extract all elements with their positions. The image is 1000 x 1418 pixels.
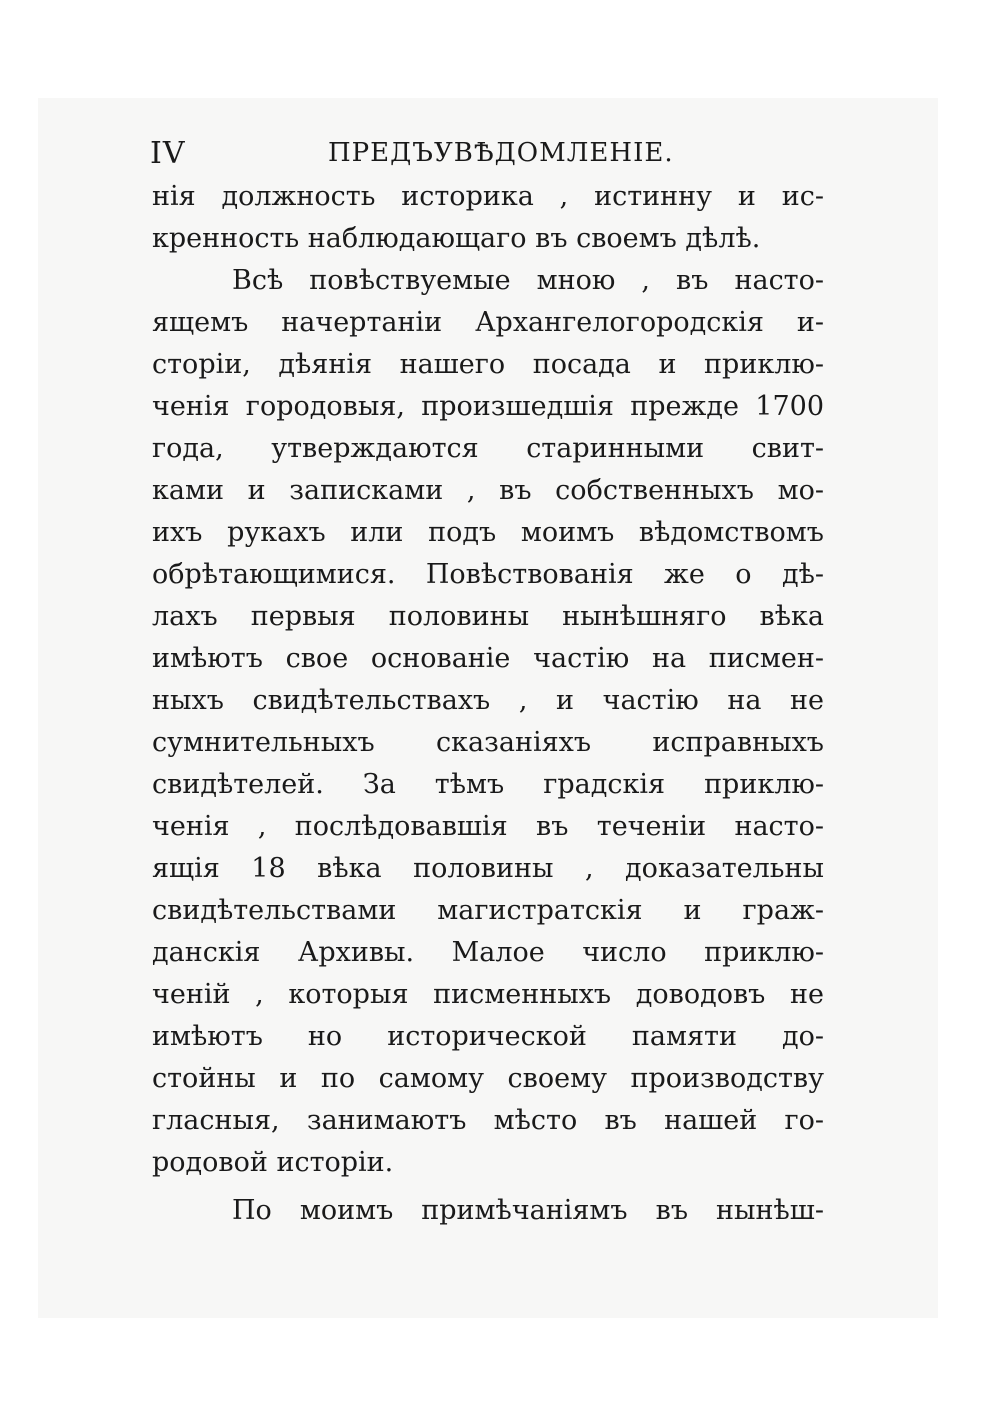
text-line: обрѣтающимися. Повѣствованія же о дѣ- [152, 559, 824, 590]
body-text [152, 176, 824, 1232]
text-line: ящемъ начертаніи Архангелогородскія и- [152, 307, 824, 338]
text-line: имѣютъ но исторической памяти до- [152, 1021, 824, 1052]
text-line: сумнительныхъ сказаніяхъ исправныхъ [152, 727, 824, 758]
text-line: ченія городовыя, произшедшія прежде 1700 [152, 391, 824, 422]
text-line: родовой исторіи. [152, 1147, 394, 1178]
text-line: ченій , которыя писменныхъ доводовъ не [152, 979, 824, 1010]
page-header [150, 136, 830, 176]
text-line: года, утверждаются старинными свит- [152, 433, 824, 464]
text-line: стойны и по самому своему производству [152, 1063, 824, 1094]
text-line: сторіи, дѣянія нашего посада и приклю- [152, 349, 824, 380]
text-line: ящія 18 вѣка половины , доказательны [152, 853, 824, 884]
text-line: ченія , послѣдовавшія въ теченіи насто- [152, 811, 824, 842]
text-line: гласныя, занимаютъ мѣсто въ нашей го- [152, 1105, 824, 1136]
text-line: ками и записками , въ собственныхъ мо- [152, 475, 824, 506]
text-line: ныхъ свидѣтельствахъ , и частію на не [152, 685, 824, 716]
text-line: ихъ рукахъ или подъ моимъ вѣдомствомъ [152, 517, 824, 548]
running-head: ПРЕДЪУВѢДОМЛЕНIЕ. [328, 138, 674, 168]
text-line: свидѣтельствами магистратскія и граж- [152, 895, 824, 926]
paragraph-start-line: По моимъ примѣчаніямъ въ нынѣш- [232, 1195, 824, 1226]
text-line: имѣютъ свое основаніе частію на писмен- [152, 643, 824, 674]
text-line: данскія Архивы. Малое число приклю- [152, 937, 824, 968]
text-line: лахъ первыя половины нынѣшняго вѣка [152, 601, 824, 632]
paragraph-start-line: Всѣ повѣствуемые мною , въ насто- [232, 265, 824, 296]
text-line: нія должность историка , истинну и ис- [152, 181, 824, 212]
text-line: свидѣтелей. За тѣмъ градскія приклю- [152, 769, 824, 800]
text-line: кренность наблюдающаго въ своемъ дѣлѣ. [152, 223, 761, 254]
page-number: IV [150, 136, 186, 171]
